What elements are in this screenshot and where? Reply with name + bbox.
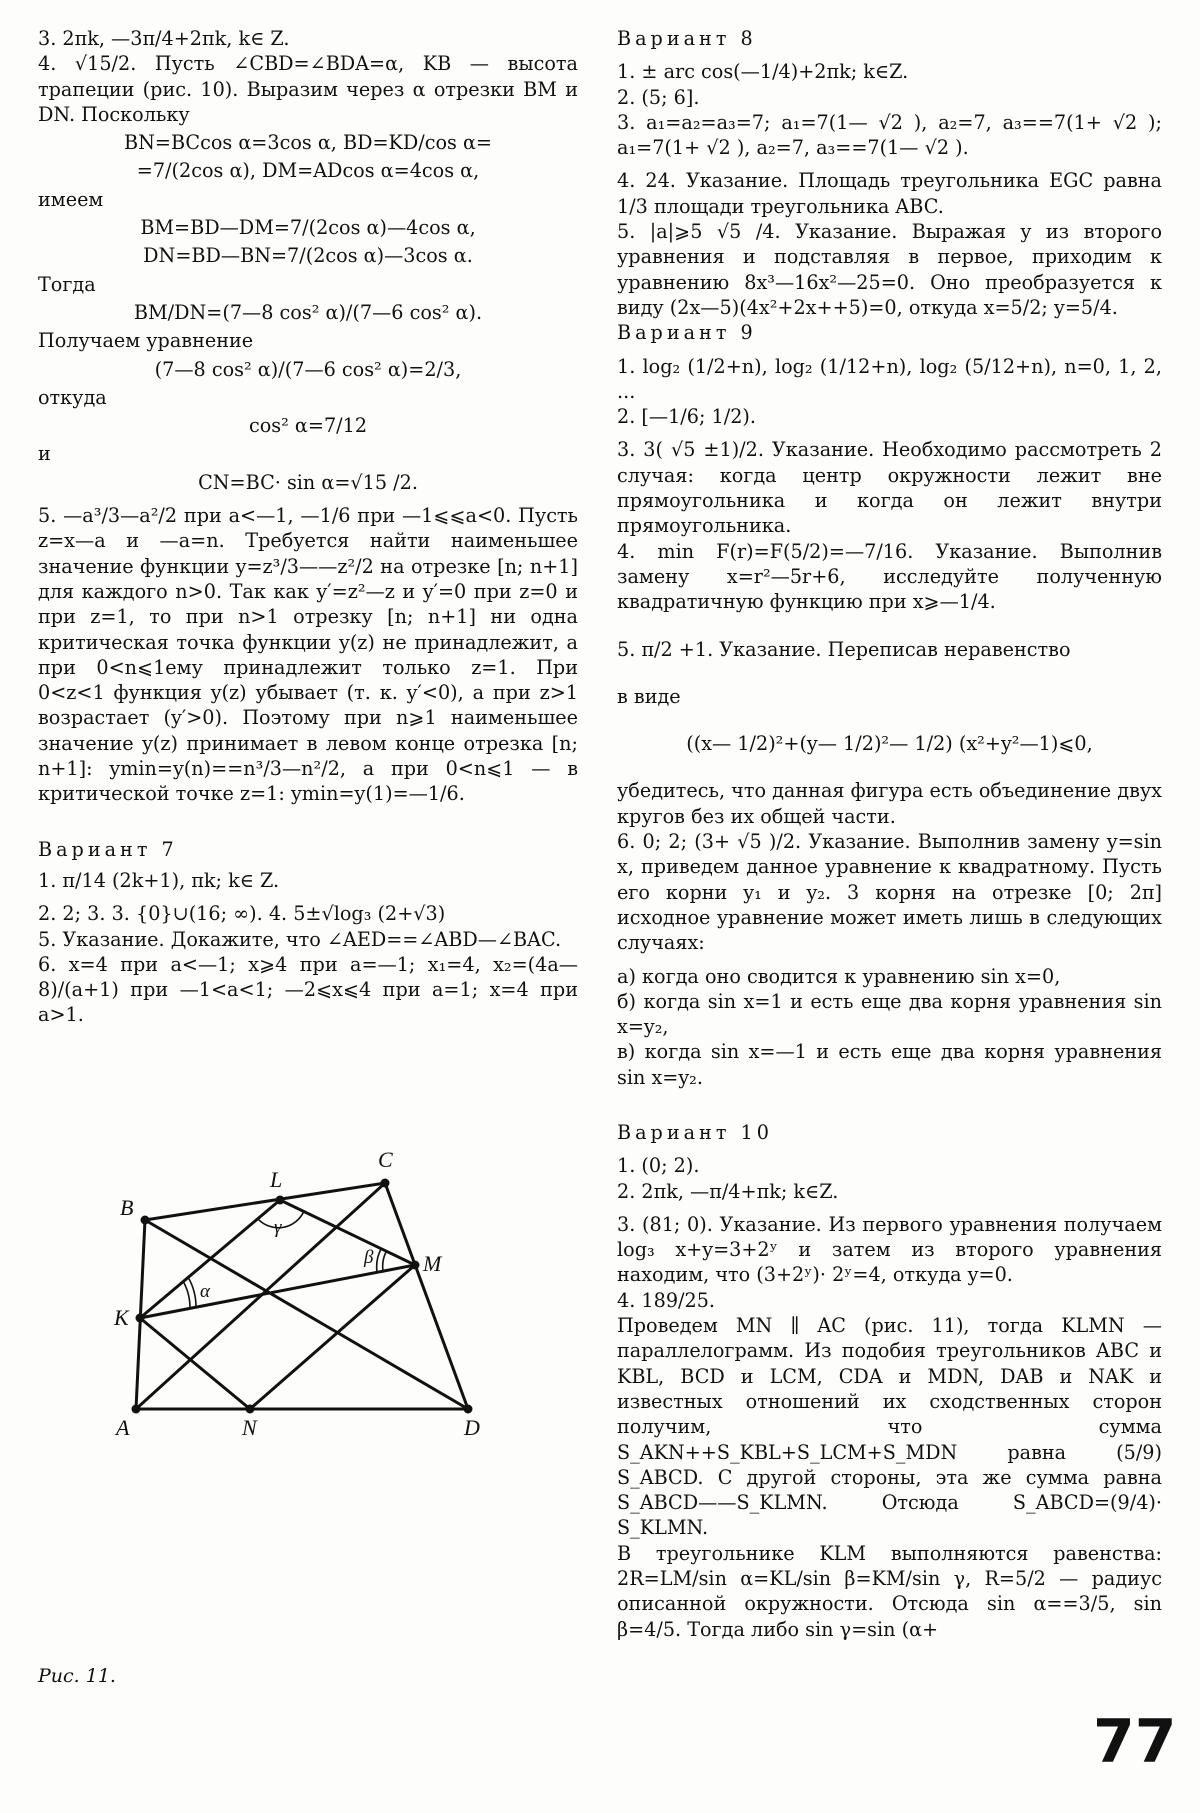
figure-11 xyxy=(100,1115,520,1435)
v7-answer-5: 5. Указание. Докажите, что ∠AED==∠ABD—∠BAC. xyxy=(38,927,562,951)
label-d: D xyxy=(464,1415,480,1435)
v10-answer-4: 4. 189/25. xyxy=(617,1288,716,1312)
figure-caption: Рис. 11. xyxy=(38,1665,116,1687)
point-k xyxy=(136,1314,145,1323)
label-gamma: γ xyxy=(274,1217,282,1238)
v9-answer-3: 3. 3( √5 ±1)/2. Указание. Необходимо рассмотреть 2 случая: когда центр окружности лежит вне прямоугольника и когда он лежит внутри прямоугольника. xyxy=(617,438,1162,538)
point-c xyxy=(381,1179,390,1188)
v8-answer-4: 4. 24. Указание. Площадь треугольника EGC равна 1/3 площади треугольника ABC. xyxy=(617,169,1162,218)
formula-dn: DN=BD—BN=7/(2cos α)—3cos α. xyxy=(143,244,473,268)
trapezoid-diagram xyxy=(100,1115,520,1435)
angle-alpha-arc xyxy=(183,1281,190,1308)
formula-bn: BN=BCcos α=3cos α, BD=KD/cos α= xyxy=(123,131,492,155)
segment-nk xyxy=(140,1318,250,1409)
v10-paragraph-triangle: В треугольнике KLM выполняются равенства: 2R=LM/sin α=KL/sin β=KM/sin γ, R=5/2 — радиус описанной окружности. Отсюда sin α==3/5, sin β=4/5. Тогда либо sin γ=sin (α+ xyxy=(617,1541,1162,1641)
v10-answer-3: 3. (81; 0). Указание. Из первого уравнения получаем log₃ x+y=3+2ʸ и затем из второго уравнения находим, что (3+2ʸ)· 2ʸ=4, откуда y=0. xyxy=(617,1212,1162,1287)
point-n xyxy=(246,1405,255,1414)
v9-answer-5-conclusion: убедитесь, что данная фигура есть объединение двух кругов без их общей части. xyxy=(617,779,1162,828)
right-column xyxy=(617,26,1162,1642)
variant-7-heading: Вариант 7 xyxy=(38,837,178,861)
v9-answer-5: 5. π/2 +1. Указание. Переписав неравенство xyxy=(617,637,1071,661)
label-n: N xyxy=(242,1415,257,1435)
answer-3: 3. 2πk, —3π/4+2πk, k∈ Z. xyxy=(38,27,290,50)
case-a: а) когда оно сводится к уравнению sin x=0, xyxy=(617,964,1061,988)
variant-10-heading: Вариант 10 xyxy=(617,1120,773,1144)
formula-equation: (7—8 cos² α)/(7—6 cos² α)=2/3, xyxy=(154,357,462,381)
v8-answer-1: 1. ± arc cos(—1/4)+2πk; k∈Z. xyxy=(617,60,909,84)
label-m: M xyxy=(423,1251,442,1276)
label-alpha: α xyxy=(200,1281,210,1302)
v9-answer-4: 4. min F(r)=F(5/2)=—7/16. Указание. Выполнив замену x=r²—5r+6, исследуйте полученную квадратичную функцию при x⩾—1/4. xyxy=(617,539,1162,614)
text-v-vide: в виде xyxy=(617,684,681,708)
answer-5: 5. —a³/3—a²/2 при a<—1, —1/6 при —1⩽⩽a<0. Пусть z=x—a и —a=n. Требуется найти наименьшее значение функции y=z³/3——z²/2 на отрезке [n; n+1] для каждого n>0. Так как y′=z²—z и y′=0 при z=0 и при z=1, то при n>1 отрезку [n; n+1] ни одна критическая точка функции y(z) не принадлежит, а при 0<n⩽1ему принадлежит только z=1. При 0<z<1 функция y(z) убывает (т. к. y′<0), а при z>1 возрастает (y′>0). Поэтому при n⩾1 наименьшее значение y(z) принимает в левом конце отрезка [n; n+1]: ymin=y(n)==n³/3—n²/2, а при 0<n⩽1 — в критической точке z=1: ymin=y(1)=—1/6. xyxy=(38,504,578,806)
case-b: б) когда sin x=1 и есть еще два корня уравнения sin x=y₂, xyxy=(617,989,1162,1039)
page-number: 77 xyxy=(1093,1707,1177,1777)
formula-bd: =7/(2cos α), DM=ADcos α=4cos α, xyxy=(136,159,480,183)
text-equation: Получаем уравнение xyxy=(38,329,254,353)
label-beta: β xyxy=(364,1247,374,1268)
formula-ratio: BM/DN=(7—8 cos² α)/(7—6 cos² α). xyxy=(133,300,483,324)
label-a: A xyxy=(116,1415,130,1435)
v10-answer-1: 1. (0; 2). xyxy=(617,1154,700,1178)
formula-inequality: ((x— 1/2)²+(y— 1/2)²— 1/2) (x²+y²—1)⩽0, xyxy=(686,732,1093,756)
point-a xyxy=(132,1405,141,1414)
text-imeem: имеем xyxy=(38,187,104,211)
v7-answer-6: 6. x=4 при a<—1; x⩾4 при a=—1; x₁=4, x₂=(4a—8)/(a+1) при —1<a<1; —2⩽x⩽4 при a=1; x=4 при a>1. xyxy=(38,952,578,1027)
v9-answer-1: 1. log₂ (1/2+n), log₂ (1/12+n), log₂ (5/12+n), n=0, 1, 2, ... xyxy=(617,354,1162,403)
variant-9-heading: Вариант 9 xyxy=(617,321,757,345)
case-c: в) когда sin x=—1 и есть еще два корня уравнения sin x=y₂. xyxy=(617,1040,1162,1089)
diagonal-bd xyxy=(145,1220,468,1409)
text-i: и xyxy=(38,442,51,466)
v8-answer-2: 2. (5; 6]. xyxy=(617,85,700,109)
left-column xyxy=(38,26,578,1028)
v9-answer-2: 2. [—1/6; 1/2). xyxy=(617,405,756,429)
v8-answer-5: 5. |a|⩾5 √5 /4. Указание. Выражая y из второго уравнения и подставляя в первое, приходим к уравнению 8x³—16x²—25=0. Оно преобразуется к виду (2x—5)(4x²+2x++5)=0, откуда x=5/2; y=5/4. xyxy=(617,220,1162,319)
segment-mn xyxy=(250,1265,415,1409)
formula-cos: cos² α=7/12 xyxy=(248,414,368,438)
side-cd xyxy=(385,1183,468,1409)
variant-8-heading: Вариант 8 xyxy=(617,27,757,50)
v10-answer-2: 2. 2πk, —π/4+πk; k∈Z. xyxy=(617,1179,839,1203)
v8-answer-3: 3. a₁=a₂=a₃=7; a₁=7(1— √2 ), a₂=7, a₃==7(1+ √2 ); a₁=7(1+ √2 ), a₂=7, a₃==7(1— √2 ). xyxy=(617,110,1162,160)
label-c: C xyxy=(378,1147,393,1172)
label-l: L xyxy=(270,1167,283,1192)
label-b: B xyxy=(120,1195,134,1220)
v7-answer-2-4: 2. 2; 3. 3. {0}∪(16; ∞). 4. 5±√log₃ (2+√3) xyxy=(38,902,446,926)
formula-bm: BM=BD—DM=7/(2cos α)—4cos α, xyxy=(140,216,476,240)
text-togda: Тогда xyxy=(38,272,96,296)
answer-4: 4. √15/2. Пусть ∠CBD=∠BDA=α, KB — высота трапеции (рис. 10). Выразим через α отрезки BM и DN. Поскольку xyxy=(38,52,578,126)
point-d xyxy=(464,1405,473,1414)
label-k: K xyxy=(114,1305,129,1330)
formula-cn: CN=BC· sin α=√15 /2. xyxy=(198,470,418,494)
text-otkuda: откуда xyxy=(38,385,107,409)
point-m xyxy=(411,1261,420,1270)
point-l xyxy=(276,1196,285,1205)
v9-answer-6: 6. 0; 2; (3+ √5 )/2. Указание. Выполнив замену y=sin x, приведем данное уравнение к квадратному. Пусть его корни y₁ и y₂. 3 корня на отрезке [0; 2π] исходное уравнение может иметь лишь в следующих случаях: xyxy=(617,830,1162,955)
segment-km xyxy=(140,1265,415,1318)
point-b xyxy=(141,1216,150,1225)
v10-paragraph-parallelogram: Проведем MN ∥ AC (рис. 11), тогда KLMN — параллелограмм. Из подобия треугольников ABC и KBL, BCD и LCM, CDA и MDN, DAB и NAK и известных отношений их сходственных сторон получим, что сумма S_AKN++S_KBL+S_LCM+S_MDN равна (5/9) S_ABCD. С другой стороны, эта же сумма равна S_ABCD——S_KLMN. Отсюда S_ABCD=(9/4)· S_KLMN. xyxy=(617,1314,1162,1540)
v7-answer-1: 1. π/14 (2k+1), πk; k∈ Z. xyxy=(38,868,280,892)
angle-beta-arc xyxy=(383,1252,386,1271)
